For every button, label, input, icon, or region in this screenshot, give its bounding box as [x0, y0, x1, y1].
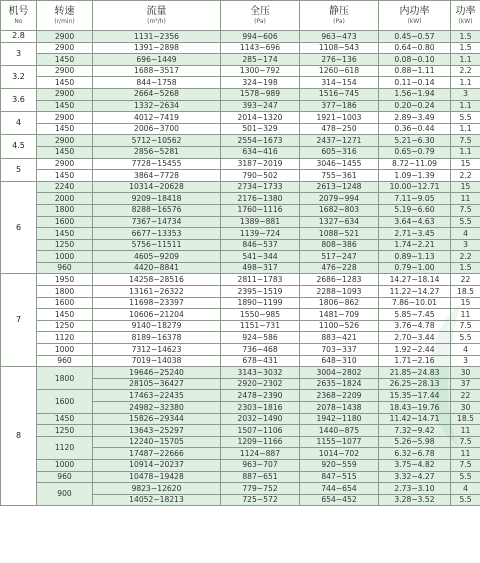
speed-cell: 2240 [37, 181, 93, 193]
model-no-cell: 3 [1, 42, 37, 65]
model-no-cell: 3.2 [1, 65, 37, 88]
power-cell: 5.5 [451, 112, 480, 124]
table-row [1, 251, 480, 263]
total-pressure-cell: 1760~1116 [221, 204, 300, 216]
flow-cell: 6677~13353 [93, 228, 221, 240]
internal-power-cell: 0.08~0.10 [379, 54, 451, 66]
speed-cell: 1800 [37, 204, 93, 216]
total-pressure-cell: 1151~731 [221, 320, 300, 332]
internal-power-cell: 1.71~2.16 [379, 355, 451, 367]
internal-power-cell: 1.92~2.44 [379, 344, 451, 356]
total-pressure-cell: 634~416 [221, 146, 300, 158]
power-cell: 30 [451, 367, 480, 379]
speed-cell: 1600 [37, 216, 93, 228]
flow-cell: 8288~16576 [93, 204, 221, 216]
power-cell: 15 [451, 158, 480, 170]
power-cell: 5.5 [451, 471, 480, 483]
table-row [1, 54, 480, 66]
internal-power-cell: 2.70~3.44 [379, 332, 451, 344]
internal-power-cell: 18.43~19.76 [379, 402, 451, 414]
model-no-cell: 4.5 [1, 135, 37, 158]
static-pressure-cell: 703~337 [300, 344, 379, 356]
flow-cell: 5756~11511 [93, 239, 221, 251]
total-pressure-cell: 2554~1673 [221, 135, 300, 147]
static-pressure-cell: 920~559 [300, 459, 379, 471]
total-pressure-cell: 1300~792 [221, 65, 300, 77]
internal-power-cell: 3.75~4.82 [379, 459, 451, 471]
power-cell: 4 [451, 228, 480, 240]
total-pressure-cell: 2920~2302 [221, 378, 300, 390]
header-flow: 流量 (m³/h) [93, 1, 221, 31]
table-row [1, 216, 480, 228]
static-pressure-cell: 755~361 [300, 170, 379, 182]
total-pressure-cell: 2478~2390 [221, 390, 300, 402]
total-pressure-cell: 779~752 [221, 483, 300, 495]
total-pressure-cell: 1389~881 [221, 216, 300, 228]
internal-power-cell: 0.36~0.44 [379, 123, 451, 135]
total-pressure-cell: 541~344 [221, 251, 300, 263]
table-row [1, 355, 480, 367]
total-pressure-cell: 501~329 [221, 123, 300, 135]
internal-power-cell: 3.32~4.27 [379, 471, 451, 483]
power-cell: 15 [451, 181, 480, 193]
table-row [1, 309, 480, 321]
table-body [1, 31, 480, 506]
power-cell: 7.5 [451, 436, 480, 448]
total-pressure-cell: 324~198 [221, 77, 300, 89]
static-pressure-cell: 1481~709 [300, 309, 379, 321]
internal-power-cell: 8.72~11.09 [379, 158, 451, 170]
table-row [1, 413, 480, 425]
flow-cell: 19646~25240 [93, 367, 221, 379]
static-pressure-cell: 963~473 [300, 31, 379, 43]
speed-cell: 1450 [37, 146, 93, 158]
speed-cell: 2900 [37, 42, 93, 54]
speed-cell: 1450 [37, 170, 93, 182]
static-pressure-cell: 1682~803 [300, 204, 379, 216]
model-no-cell: 5 [1, 158, 37, 181]
model-no-cell: 4 [1, 112, 37, 135]
static-pressure-cell: 2368~2209 [300, 390, 379, 402]
speed-cell: 2900 [37, 135, 93, 147]
static-pressure-cell: 2635~1824 [300, 378, 379, 390]
power-cell: 11 [451, 425, 480, 437]
flow-cell: 13643~25297 [93, 425, 221, 437]
static-pressure-cell: 883~421 [300, 332, 379, 344]
internal-power-cell: 14.27~18.14 [379, 274, 451, 286]
static-pressure-cell: 1088~521 [300, 228, 379, 240]
power-cell: 3 [451, 239, 480, 251]
flow-cell: 3864~7728 [93, 170, 221, 182]
power-cell: 11 [451, 309, 480, 321]
flow-cell: 7312~14623 [93, 344, 221, 356]
flow-cell: 10914~20237 [93, 459, 221, 471]
speed-cell: 1450 [37, 413, 93, 425]
speed-cell: 1950 [37, 274, 93, 286]
static-pressure-cell: 2613~1248 [300, 181, 379, 193]
total-pressure-cell: 963~707 [221, 459, 300, 471]
total-pressure-cell: 924~586 [221, 332, 300, 344]
power-cell: 2.2 [451, 65, 480, 77]
internal-power-cell: 1.74~2.21 [379, 239, 451, 251]
speed-cell: 1600 [37, 390, 93, 413]
static-pressure-cell: 2288~1093 [300, 286, 379, 298]
table-row [1, 123, 480, 135]
internal-power-cell: 2.73~3.10 [379, 483, 451, 495]
static-pressure-cell: 517~247 [300, 251, 379, 263]
internal-power-cell: 0.45~0.57 [379, 31, 451, 43]
flow-cell: 1131~2356 [93, 31, 221, 43]
speed-cell: 1600 [37, 297, 93, 309]
total-pressure-cell: 2395~1519 [221, 286, 300, 298]
static-pressure-cell: 1440~875 [300, 425, 379, 437]
power-cell: 22 [451, 390, 480, 402]
table-row [1, 274, 480, 286]
power-cell: 3 [451, 88, 480, 100]
speed-cell: 1450 [37, 123, 93, 135]
flow-cell: 10314~20628 [93, 181, 221, 193]
power-cell: 1.5 [451, 31, 480, 43]
table-row [1, 297, 480, 309]
header-static-pressure: 静压 (Pa) [300, 1, 379, 31]
speed-cell: 1250 [37, 425, 93, 437]
internal-power-cell: 2.71~3.45 [379, 228, 451, 240]
speed-cell: 1800 [37, 286, 93, 298]
table-row [1, 459, 480, 471]
internal-power-cell: 1.09~1.39 [379, 170, 451, 182]
internal-power-cell: 0.11~0.14 [379, 77, 451, 89]
internal-power-cell: 11.42~14.71 [379, 413, 451, 425]
internal-power-cell: 0.89~1.13 [379, 251, 451, 263]
flow-cell: 13161~26322 [93, 286, 221, 298]
power-cell: 5.5 [451, 494, 480, 506]
power-cell: 1.5 [451, 42, 480, 54]
model-no-cell: 7 [1, 274, 37, 367]
total-pressure-cell: 736~468 [221, 344, 300, 356]
table-row [1, 332, 480, 344]
power-cell: 3 [451, 355, 480, 367]
power-cell: 18.5 [451, 413, 480, 425]
flow-cell: 4605~9209 [93, 251, 221, 263]
table-row [1, 31, 480, 43]
model-no-cell: 8 [1, 367, 37, 506]
flow-cell: 28105~36427 [93, 378, 221, 390]
static-pressure-cell: 1014~702 [300, 448, 379, 460]
static-pressure-cell: 605~316 [300, 146, 379, 158]
power-cell: 15 [451, 297, 480, 309]
power-cell: 1.1 [451, 77, 480, 89]
internal-power-cell: 3.76~4.78 [379, 320, 451, 332]
static-pressure-cell: 1260~618 [300, 65, 379, 77]
table-row [1, 483, 480, 495]
speed-cell: 2900 [37, 31, 93, 43]
internal-power-cell: 5.19~6.60 [379, 204, 451, 216]
flow-cell: 2664~5268 [93, 88, 221, 100]
total-pressure-cell: 1124~887 [221, 448, 300, 460]
header-speed: 转速 (r/min) [37, 1, 93, 31]
total-pressure-cell: 887~651 [221, 471, 300, 483]
speed-cell: 1250 [37, 239, 93, 251]
internal-power-cell: 5.26~5.98 [379, 436, 451, 448]
speed-cell: 2000 [37, 193, 93, 205]
internal-power-cell: 0.64~0.80 [379, 42, 451, 54]
speed-cell: 960 [37, 355, 93, 367]
speed-cell: 960 [37, 262, 93, 274]
table-row [1, 193, 480, 205]
speed-cell: 1120 [37, 332, 93, 344]
flow-cell: 11698~23397 [93, 297, 221, 309]
power-cell: 1.1 [451, 123, 480, 135]
flow-cell: 10606~21204 [93, 309, 221, 321]
speed-cell: 2900 [37, 158, 93, 170]
static-pressure-cell: 1921~1003 [300, 112, 379, 124]
table-row [1, 425, 480, 437]
table-row [1, 204, 480, 216]
total-pressure-cell: 2032~1490 [221, 413, 300, 425]
total-pressure-cell: 725~572 [221, 494, 300, 506]
table-row [1, 320, 480, 332]
static-pressure-cell: 1516~745 [300, 88, 379, 100]
table-row [1, 158, 480, 170]
power-cell: 4 [451, 344, 480, 356]
total-pressure-cell: 285~174 [221, 54, 300, 66]
flow-cell: 12240~15705 [93, 436, 221, 448]
table-row [1, 88, 480, 100]
static-pressure-cell: 314~154 [300, 77, 379, 89]
total-pressure-cell: 1890~1199 [221, 297, 300, 309]
total-pressure-cell: 2176~1380 [221, 193, 300, 205]
internal-power-cell: 15.35~17.44 [379, 390, 451, 402]
model-no-cell: 3.6 [1, 88, 37, 111]
table-row [1, 436, 480, 448]
table-row [1, 170, 480, 182]
flow-cell: 14052~18213 [93, 494, 221, 506]
static-pressure-cell: 2079~994 [300, 193, 379, 205]
power-cell: 2.2 [451, 170, 480, 182]
speed-cell: 2900 [37, 65, 93, 77]
table-row [1, 344, 480, 356]
flow-cell: 7367~14734 [93, 216, 221, 228]
flow-cell: 24982~32380 [93, 402, 221, 414]
speed-cell: 1450 [37, 54, 93, 66]
static-pressure-cell: 478~250 [300, 123, 379, 135]
internal-power-cell: 3.64~4.63 [379, 216, 451, 228]
power-cell: 11 [451, 448, 480, 460]
model-no-cell: 6 [1, 181, 37, 274]
flow-cell: 5712~10562 [93, 135, 221, 147]
flow-cell: 1391~2898 [93, 42, 221, 54]
flow-cell: 844~1758 [93, 77, 221, 89]
power-cell: 1.5 [451, 262, 480, 274]
static-pressure-cell: 808~386 [300, 239, 379, 251]
speed-cell: 1120 [37, 436, 93, 459]
speed-cell: 1450 [37, 309, 93, 321]
internal-power-cell: 26.25~28.13 [379, 378, 451, 390]
table-header [1, 1, 480, 31]
table-row [1, 42, 480, 54]
table-row [1, 112, 480, 124]
speed-cell: 1000 [37, 251, 93, 263]
power-cell: 18.5 [451, 286, 480, 298]
flow-cell: 14258~28516 [93, 274, 221, 286]
internal-power-cell: 5.21~6.30 [379, 135, 451, 147]
static-pressure-cell: 1327~634 [300, 216, 379, 228]
flow-cell: 2006~3700 [93, 123, 221, 135]
table-row [1, 135, 480, 147]
internal-power-cell: 7.32~9.42 [379, 425, 451, 437]
power-cell: 11 [451, 193, 480, 205]
static-pressure-cell: 2078~1438 [300, 402, 379, 414]
internal-power-cell: 7.11~9.05 [379, 193, 451, 205]
static-pressure-cell: 744~654 [300, 483, 379, 495]
table-row [1, 228, 480, 240]
power-cell: 5.5 [451, 216, 480, 228]
total-pressure-cell: 393~247 [221, 100, 300, 112]
flow-cell: 9209~18418 [93, 193, 221, 205]
table-row [1, 367, 480, 379]
total-pressure-cell: 2303~1816 [221, 402, 300, 414]
power-cell: 30 [451, 402, 480, 414]
speed-cell: 1800 [37, 367, 93, 390]
internal-power-cell: 11.22~14.27 [379, 286, 451, 298]
speed-cell: 2900 [37, 112, 93, 124]
static-pressure-cell: 654~452 [300, 494, 379, 506]
flow-cell: 1688~3517 [93, 65, 221, 77]
total-pressure-cell: 790~502 [221, 170, 300, 182]
table-row [1, 181, 480, 193]
header-model-no: 机号 No [1, 1, 37, 31]
speed-cell: 1000 [37, 459, 93, 471]
internal-power-cell: 0.88~1.11 [379, 65, 451, 77]
table-row [1, 100, 480, 112]
internal-power-cell: 1.56~1.94 [379, 88, 451, 100]
flow-cell: 696~1449 [93, 54, 221, 66]
total-pressure-cell: 1578~989 [221, 88, 300, 100]
speed-cell: 1450 [37, 228, 93, 240]
table-row [1, 65, 480, 77]
table-row [1, 262, 480, 274]
static-pressure-cell: 648~310 [300, 355, 379, 367]
table-row [1, 286, 480, 298]
power-cell: 22 [451, 274, 480, 286]
speed-cell: 1250 [37, 320, 93, 332]
table-row [1, 146, 480, 158]
total-pressure-cell: 2734~1733 [221, 181, 300, 193]
speed-cell: 1450 [37, 77, 93, 89]
power-cell: 2.2 [451, 251, 480, 263]
power-cell: 5.5 [451, 332, 480, 344]
total-pressure-cell: 1139~724 [221, 228, 300, 240]
flow-cell: 9140~18279 [93, 320, 221, 332]
power-cell: 1.1 [451, 54, 480, 66]
flow-cell: 9823~12620 [93, 483, 221, 495]
static-pressure-cell: 1108~543 [300, 42, 379, 54]
flow-cell: 7728~15455 [93, 158, 221, 170]
internal-power-cell: 2.89~3.49 [379, 112, 451, 124]
internal-power-cell: 0.65~0.79 [379, 146, 451, 158]
flow-cell: 17463~22435 [93, 390, 221, 402]
flow-cell: 8189~16378 [93, 332, 221, 344]
speed-cell: 1000 [37, 344, 93, 356]
total-pressure-cell: 498~317 [221, 262, 300, 274]
header-internal-power: 内功率 (kW) [379, 1, 451, 31]
flow-cell: 17487~22666 [93, 448, 221, 460]
static-pressure-cell: 476~228 [300, 262, 379, 274]
static-pressure-cell: 1942~1180 [300, 413, 379, 425]
speed-cell: 900 [37, 483, 93, 506]
flow-cell: 15826~29344 [93, 413, 221, 425]
speed-cell: 2900 [37, 88, 93, 100]
total-pressure-cell: 2811~1783 [221, 274, 300, 286]
total-pressure-cell: 994~606 [221, 31, 300, 43]
header-total-pressure: 全压 (Pa) [221, 1, 300, 31]
power-cell: 4 [451, 483, 480, 495]
power-cell: 1.1 [451, 100, 480, 112]
flow-cell: 4420~8841 [93, 262, 221, 274]
power-cell: 1.1 [451, 146, 480, 158]
total-pressure-cell: 1550~985 [221, 309, 300, 321]
static-pressure-cell: 847~515 [300, 471, 379, 483]
flow-cell: 4012~7419 [93, 112, 221, 124]
total-pressure-cell: 678~431 [221, 355, 300, 367]
static-pressure-cell: 3046~1455 [300, 158, 379, 170]
power-cell: 7.5 [451, 135, 480, 147]
table-row [1, 471, 480, 483]
table-row [1, 390, 480, 402]
speed-cell: 1450 [37, 100, 93, 112]
static-pressure-cell: 1100~526 [300, 320, 379, 332]
static-pressure-cell: 377~186 [300, 100, 379, 112]
internal-power-cell: 7.86~10.01 [379, 297, 451, 309]
internal-power-cell: 10.00~12.71 [379, 181, 451, 193]
static-pressure-cell: 2437~1271 [300, 135, 379, 147]
power-cell: 7.5 [451, 459, 480, 471]
flow-cell: 7019~14038 [93, 355, 221, 367]
static-pressure-cell: 3004~2802 [300, 367, 379, 379]
header-motor-power: 功率 (kW) [451, 1, 480, 31]
flow-cell: 10478~19428 [93, 471, 221, 483]
internal-power-cell: 3.28~3.52 [379, 494, 451, 506]
table-row [1, 77, 480, 89]
speed-cell: 960 [37, 471, 93, 483]
total-pressure-cell: 1507~1106 [221, 425, 300, 437]
total-pressure-cell: 2014~1320 [221, 112, 300, 124]
internal-power-cell: 0.79~1.00 [379, 262, 451, 274]
flow-cell: 1332~2634 [93, 100, 221, 112]
table-row [1, 239, 480, 251]
total-pressure-cell: 3187~2019 [221, 158, 300, 170]
power-cell: 7.5 [451, 204, 480, 216]
static-pressure-cell: 1155~1077 [300, 436, 379, 448]
total-pressure-cell: 3143~3032 [221, 367, 300, 379]
total-pressure-cell: 1209~1166 [221, 436, 300, 448]
flow-cell: 2856~5281 [93, 146, 221, 158]
static-pressure-cell: 276~136 [300, 54, 379, 66]
internal-power-cell: 5.85~7.45 [379, 309, 451, 321]
power-cell: 37 [451, 378, 480, 390]
power-cell: 7.5 [451, 320, 480, 332]
internal-power-cell: 6.32~6.78 [379, 448, 451, 460]
total-pressure-cell: 846~537 [221, 239, 300, 251]
static-pressure-cell: 2686~1283 [300, 274, 379, 286]
internal-power-cell: 0.20~0.24 [379, 100, 451, 112]
internal-power-cell: 21.85~24.83 [379, 367, 451, 379]
total-pressure-cell: 1143~696 [221, 42, 300, 54]
model-no-cell: 2.8 [1, 31, 37, 43]
static-pressure-cell: 1806~862 [300, 297, 379, 309]
